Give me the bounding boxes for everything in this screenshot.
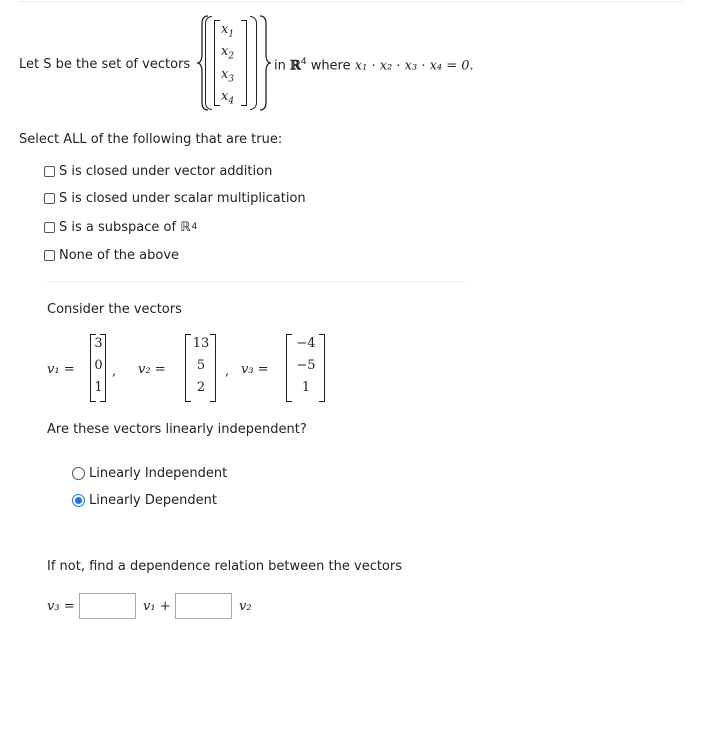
option-closed-scalar[interactable]: S is closed under scalar multiplication [44, 190, 306, 206]
space-symbol: ℝ [290, 58, 301, 74]
checkbox[interactable] [44, 193, 55, 204]
q2-followup: If not, find a dependence relation between the vectors [47, 559, 403, 574]
option-closed-addition[interactable]: S is closed under vector addition [44, 163, 272, 179]
vector-entry-x1: $x_1$ [221, 22, 235, 40]
checkbox[interactable] [44, 222, 55, 233]
relation-rhs: v₂ [239, 599, 252, 614]
v2-label: v₂ = [138, 362, 166, 377]
q2-question: Are these vectors linearly independent? [47, 422, 307, 437]
section-divider [47, 281, 465, 282]
option-none[interactable]: None of the above [44, 247, 179, 263]
radio-button[interactable] [72, 467, 85, 480]
right-brace [258, 14, 272, 112]
relation-lhs: v₃ = [47, 599, 75, 614]
comma: , [225, 364, 230, 379]
vector-entry-x2: $x_2$ [221, 44, 235, 62]
q1-instruction: Select ALL of the following that are true: [19, 132, 283, 147]
radio-button-selected[interactable] [72, 494, 85, 507]
condition-expression: x₁ · x₂ · x₃ · x₄ = 0. [354, 58, 474, 74]
vector-entry-x4: $x_4$ [221, 89, 235, 107]
right-paren [250, 16, 257, 110]
option-linearly-dependent[interactable]: Linearly Dependent [72, 492, 217, 508]
option-linearly-independent[interactable]: Linearly Independent [72, 465, 227, 481]
coefficient-v2-input[interactable] [175, 593, 232, 619]
q1-prompt: Let S be the set of vectors [19, 57, 191, 72]
coefficient-v1-input[interactable] [79, 593, 136, 619]
left-bracket [214, 20, 220, 106]
checkbox[interactable] [44, 166, 55, 177]
q2-prompt: Consider the vectors [47, 302, 182, 317]
comma: , [112, 364, 117, 379]
right-bracket [241, 20, 247, 106]
left-paren [205, 16, 212, 110]
v1-label: v₁ = [47, 362, 75, 377]
option-subspace[interactable]: S is a subspace of ℝ 4 [44, 219, 197, 235]
checkbox[interactable] [44, 250, 55, 261]
vector-entry-x3: $x_3$ [221, 67, 235, 85]
q1-in-text: in ℝ$^4$ where x₁ · x₂ · x₃ · x₄ = 0. [274, 57, 474, 74]
top-divider [19, 1, 684, 2]
v3-label: v₃ = [241, 362, 269, 377]
relation-mid: v₁ + [143, 599, 171, 614]
